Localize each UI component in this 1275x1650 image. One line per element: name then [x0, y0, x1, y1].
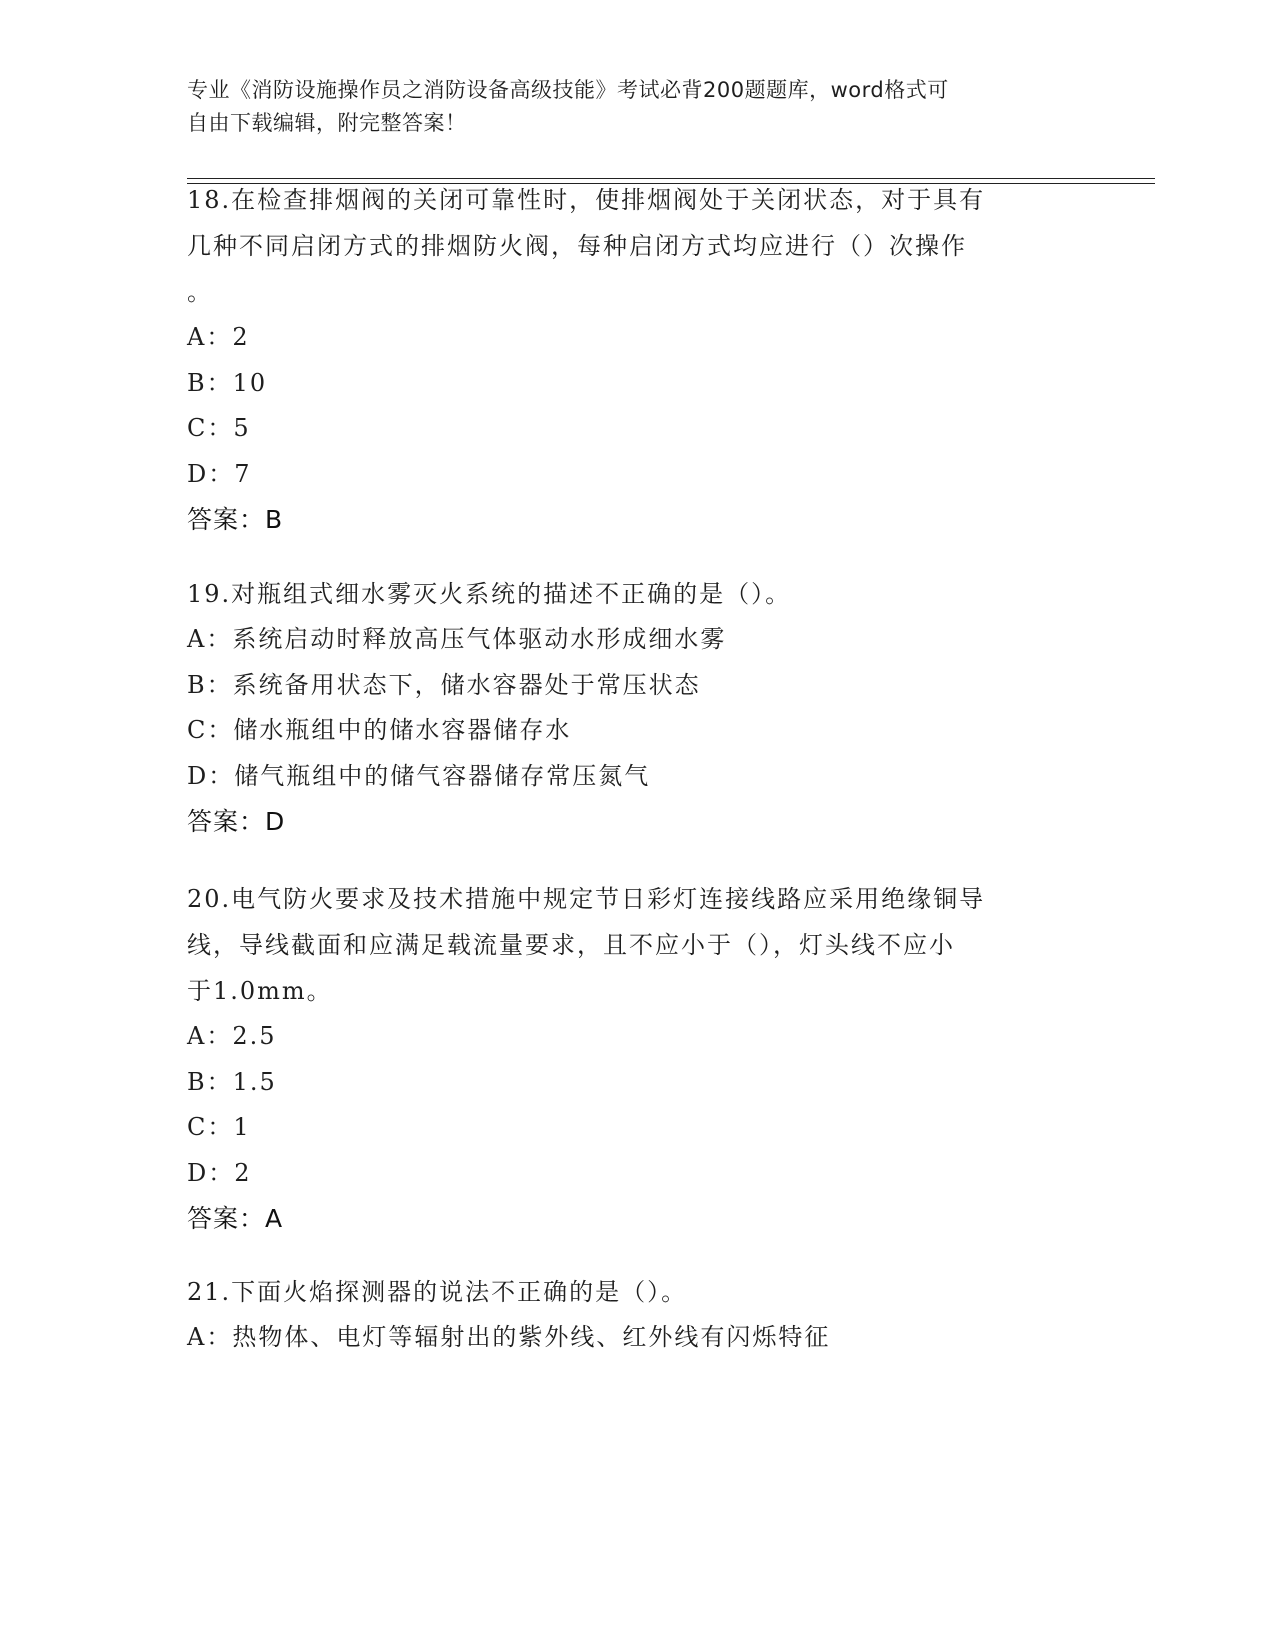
intro-line: 自由下载编辑，附完整答案！ — [187, 111, 467, 135]
option-d: D：2 — [187, 1158, 252, 1187]
document-intro — [187, 74, 1067, 140]
stem-line: 于1.0mm。 — [187, 977, 333, 1005]
stem-line: 18.在检查排烟阀的关闭可靠性时，使排烟阀处于关闭状态，对于具有 — [187, 186, 986, 214]
question-stem — [187, 1269, 1067, 1315]
answer: 答案：D — [187, 807, 286, 836]
option-c: C：5 — [187, 414, 251, 442]
question-stem — [187, 177, 1067, 315]
option-a: A：热物体、电灯等辐射出的紫外线、红外线有闪烁特征 — [187, 1323, 831, 1351]
question-20 — [187, 876, 1067, 1242]
stem-line: 19.对瓶组式细水雾灭火系统的描述不正确的是（）。 — [187, 580, 792, 608]
option-b: B：1.5 — [187, 1067, 277, 1096]
option-a: A：2.5 — [187, 1022, 277, 1050]
stem-line: 几种不同启闭方式的排烟防火阀，每种启闭方式均应进行（）次操作 — [187, 232, 967, 260]
option-c: C：1 — [187, 1113, 251, 1141]
stem-line: 21.下面火焰探测器的说法不正确的是（）。 — [187, 1278, 688, 1306]
stem-line: 线，导线截面和应满足载流量要求，且不应小于（），灯头线不应小 — [187, 931, 955, 959]
intro-line: 专业《消防设施操作员之消防设备高级技能》考试必背200题题库，word格式可 — [187, 78, 949, 102]
option-a: A：系统启动时释放高压气体驱动水形成细水雾 — [187, 625, 727, 653]
option-d: D：7 — [187, 459, 252, 488]
answer: 答案：A — [187, 1204, 284, 1233]
question-stem — [187, 571, 1067, 617]
question-18 — [187, 177, 1067, 543]
option-c: C：储水瓶组中的储水容器储存水 — [187, 716, 572, 744]
stem-line: 20.电气防火要求及技术措施中规定节日彩灯连接线路应采用绝缘铜导 — [187, 885, 986, 913]
question-stem — [187, 876, 1067, 1014]
answer: 答案：B — [187, 505, 284, 534]
question-19 — [187, 571, 1067, 845]
option-a: A：2 — [187, 323, 250, 351]
option-b: B：10 — [187, 368, 268, 397]
option-d: D：储气瓶组中的储气容器储存常压氮气 — [187, 761, 651, 790]
stem-line: 。 — [187, 278, 213, 306]
option-b: B：系统备用状态下，储水容器处于常压状态 — [187, 670, 701, 699]
question-21 — [187, 1269, 1067, 1361]
